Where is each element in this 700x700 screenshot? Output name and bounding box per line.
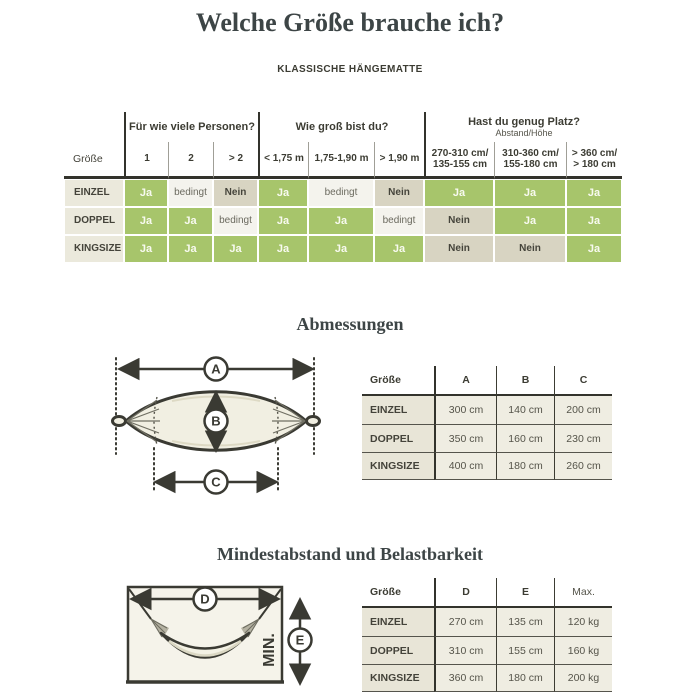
min-header-e: E (496, 578, 554, 608)
page-subtitle: KLASSISCHE HÄNGEMATTE (277, 64, 423, 75)
badge-e (289, 629, 312, 652)
cell: Ja (494, 179, 566, 207)
col-header-text: > 360 cm/ (571, 147, 618, 159)
group-height (258, 112, 424, 142)
cell: 200 kg (554, 664, 612, 692)
col-header-text: 1,75-1,90 m (314, 153, 369, 165)
dim-header-a: A (434, 366, 496, 396)
loop-left (113, 417, 126, 426)
cell: bedingt (213, 207, 258, 235)
cell: Ja (124, 235, 168, 263)
cell: 350 cm (434, 424, 496, 452)
group-height-title: Wie groß bist du? (295, 120, 389, 133)
cell: 400 cm (434, 452, 496, 480)
row-label-einzel: EINZEL (64, 179, 124, 207)
row-label-kingsize: KINGSIZE (64, 235, 124, 263)
badge-c (205, 471, 228, 494)
size-decision-table (64, 112, 622, 263)
cell: Ja (168, 207, 213, 235)
col-header-175-190 (308, 142, 374, 179)
min-label: MIN. (261, 633, 278, 667)
cell: Ja (308, 207, 374, 235)
cell: 270 cm (434, 608, 496, 636)
cell: 260 cm (554, 452, 612, 480)
col-header-lt175 (258, 142, 308, 179)
row-label-einzel: EINZEL (362, 608, 434, 636)
dim-header-c: C (554, 366, 612, 396)
min-distance-table (362, 578, 612, 692)
cell: 180 cm (496, 452, 554, 480)
col-header-text2: > 180 cm (573, 159, 616, 170)
cell: 310 cm (434, 636, 496, 664)
badge-c-label: C (211, 474, 221, 490)
cell: 230 cm (554, 424, 612, 452)
cell: 360 cm (434, 664, 496, 692)
cell: 300 cm (434, 396, 496, 424)
col-header-text: 310-360 cm/ (502, 147, 559, 159)
col-header-1 (124, 142, 168, 179)
cell: Ja (124, 207, 168, 235)
cell: Ja (566, 179, 622, 207)
group-space-subtitle: Abstand/Höhe (495, 128, 553, 139)
hammock-side-view-diagram (115, 578, 330, 696)
col-header-text: 270-310 cm/ (431, 147, 489, 159)
cell: 160 kg (554, 636, 612, 664)
cell: 140 cm (496, 396, 554, 424)
badge-b-label: B (211, 413, 221, 429)
badge-a-label: A (211, 361, 221, 377)
col-header-text: 1 (144, 153, 150, 165)
cell: Ja (374, 235, 424, 263)
col-header-text: 2 (188, 153, 194, 165)
col-header-text2: 135-155 cm (433, 159, 487, 170)
cell: 180 cm (496, 664, 554, 692)
section-heading-mindestabstand: Mindestabstand und Belastbarkeit (216, 544, 484, 564)
row-label-doppel: DOPPEL (64, 207, 124, 235)
col-header-gt190 (374, 142, 424, 179)
cell: Nein (424, 207, 494, 235)
col-header-text: < 1,75 m (264, 153, 304, 165)
cell: bedingt (308, 179, 374, 207)
row-label-kingsize: KINGSIZE (362, 664, 434, 692)
group-space (424, 112, 622, 142)
section-heading-abmessungen: Abmessungen (296, 314, 404, 334)
col-header-2 (168, 142, 213, 179)
hammock-top-view-diagram (110, 352, 345, 502)
loop-right (307, 417, 320, 426)
cell: Nein (424, 235, 494, 263)
cell: Nein (494, 235, 566, 263)
cell: 155 cm (496, 636, 554, 664)
cell: Ja (168, 235, 213, 263)
col-header-gt2 (213, 142, 258, 179)
cell: Ja (308, 235, 374, 263)
col-header-270-310 (424, 142, 494, 179)
cell: Ja (566, 207, 622, 235)
row-label-doppel: DOPPEL (362, 636, 434, 664)
cell: Ja (258, 207, 308, 235)
col-header-text2: 155-180 cm (503, 159, 558, 170)
col-header-310-360 (494, 142, 566, 179)
dim-header-b: B (496, 366, 554, 396)
group-persons-title: Für wie viele Personen? (129, 120, 255, 133)
col-header-gt360 (566, 142, 622, 179)
cell: 160 cm (496, 424, 554, 452)
group-space-title: Hast du genug Platz? (468, 115, 580, 128)
cell: Ja (494, 207, 566, 235)
col-header-text: > 2 (228, 153, 244, 165)
dim-header-groesse: Größe (362, 366, 434, 396)
cell: Nein (374, 179, 424, 207)
badge-b (205, 410, 228, 433)
cell: 135 cm (496, 608, 554, 636)
cell: bedingt (168, 179, 213, 207)
badge-a (205, 358, 228, 381)
cell: Ja (258, 179, 308, 207)
cell: 200 cm (554, 396, 612, 424)
row-label-einzel: EINZEL (362, 396, 434, 424)
col-header-text: > 1,90 m (379, 153, 420, 165)
badge-e-label: E (295, 632, 305, 648)
min-header-d: D (434, 578, 496, 608)
group-persons (124, 112, 258, 142)
dimensions-table (362, 366, 612, 480)
cell: Ja (124, 179, 168, 207)
cell: Ja (566, 235, 622, 263)
row-label-doppel: DOPPEL (362, 424, 434, 452)
badge-d (194, 588, 217, 611)
col-header-groesse: Größe (64, 142, 124, 179)
row-label-kingsize: KINGSIZE (362, 452, 434, 480)
min-header-groesse: Größe (362, 578, 434, 608)
min-header-max: Max. (554, 578, 612, 608)
badge-d-label: D (200, 591, 210, 607)
cell: Ja (213, 235, 258, 263)
cell: bedingt (374, 207, 424, 235)
cell: Nein (213, 179, 258, 207)
cell: Ja (424, 179, 494, 207)
cell: Ja (258, 235, 308, 263)
cell: 120 kg (554, 608, 612, 636)
corner-spacer (64, 112, 124, 142)
page-title: Welche Größe brauche ich? (195, 8, 505, 37)
